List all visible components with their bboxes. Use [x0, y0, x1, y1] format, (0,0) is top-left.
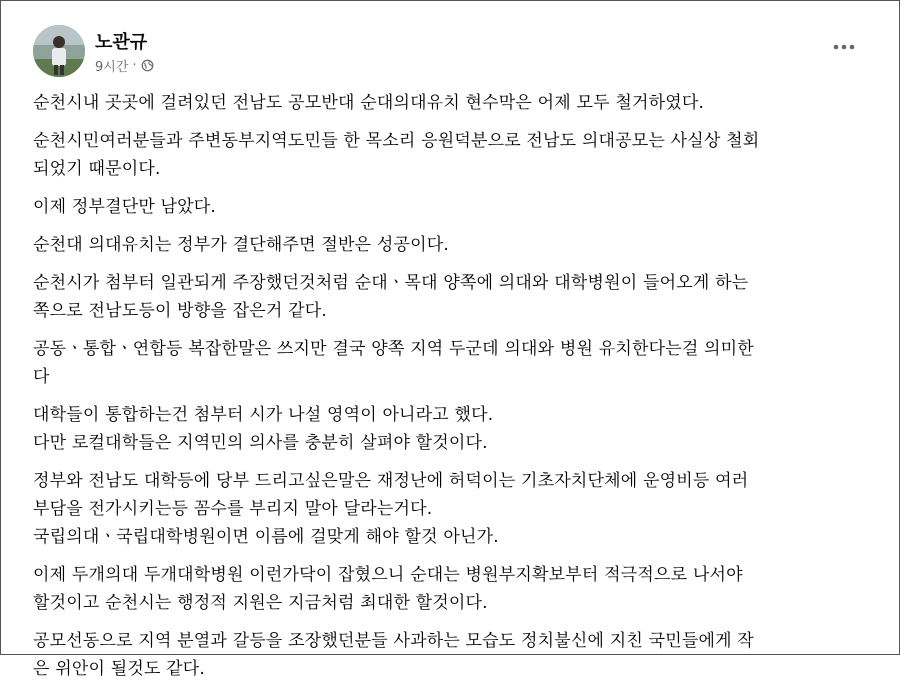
post-paragraph: 순천대 의대유치는 정부가 결단해주면 절반은 성공이다. — [33, 235, 449, 255]
post-timestamp[interactable]: 9시간 — [95, 60, 129, 75]
globe-icon[interactable] — [141, 59, 154, 72]
post-paragraph: 이제 정부결단만 남았다. — [33, 197, 217, 217]
post-body — [33, 89, 879, 693]
post-paragraph: 이제 두개의대 두개대학병원 이런가닥이 잡혔으니 순대는 병원부지확보부터 적극적으로 나서야 할것이고 순천시는 행정적 지원은 지금처럼 최대한 할것이다. — [33, 565, 743, 613]
post-paragraph: 대학들이 통합하는건 첨부터 시가 나설 영역이 아니라고 했다. 다만 로컬대학들은 지역민의 의사를 충분히 살펴야 할것이다. — [33, 405, 494, 453]
post-paragraph: 순천시가 첨부터 일관되게 주장했던것처럼 순대ㆍ목대 양쪽에 의대와 대학병원이 들어오게 하는 쪽으로 전남도등이 방향을 잡은거 같다. — [33, 273, 749, 321]
post-paragraph: 순천시민여러분들과 주변동부지역도민들 한 목소리 응원덕분으로 전남도 의대공모는 사실상 철회 되었기 때문이다. — [33, 131, 760, 179]
post-meta — [95, 56, 154, 75]
post-paragraph: 공동ㆍ통합ㆍ연합등 복잡한말은 쓰지만 결국 양쪽 지역 두군데 의대와 병원 유치한다는걸 의미한 다 — [33, 339, 754, 387]
post-header — [33, 23, 859, 79]
avatar[interactable] — [33, 25, 85, 77]
post-paragraph: 순천시내 곳곳에 걸려있던 전남도 공모반대 순대의대유치 현수막은 어제 모두 철거하였다. — [33, 93, 705, 113]
post-paragraph: 공모선동으로 지역 분열과 갈등을 조장했던분들 사과하는 모습도 정치불신에 지친 국민들에게 작 은 위안이 될것도 같다. — [33, 631, 754, 679]
post-paragraph: 정부와 전남도 대학등에 당부 드리고싶은말은 재정난에 허덕이는 기초자치단체에 운영비등 여러 부담을 전가시키는등 꼼수를 부리지 말아 달라는거다. 국립의대ㆍ국립대학병원이면 이름에 걸맞게 해야 할것 아닌가. — [33, 471, 749, 547]
more-options-icon[interactable] — [829, 37, 859, 57]
meta-separator: · — [132, 58, 137, 73]
author-name[interactable]: 노관규 — [95, 32, 148, 53]
